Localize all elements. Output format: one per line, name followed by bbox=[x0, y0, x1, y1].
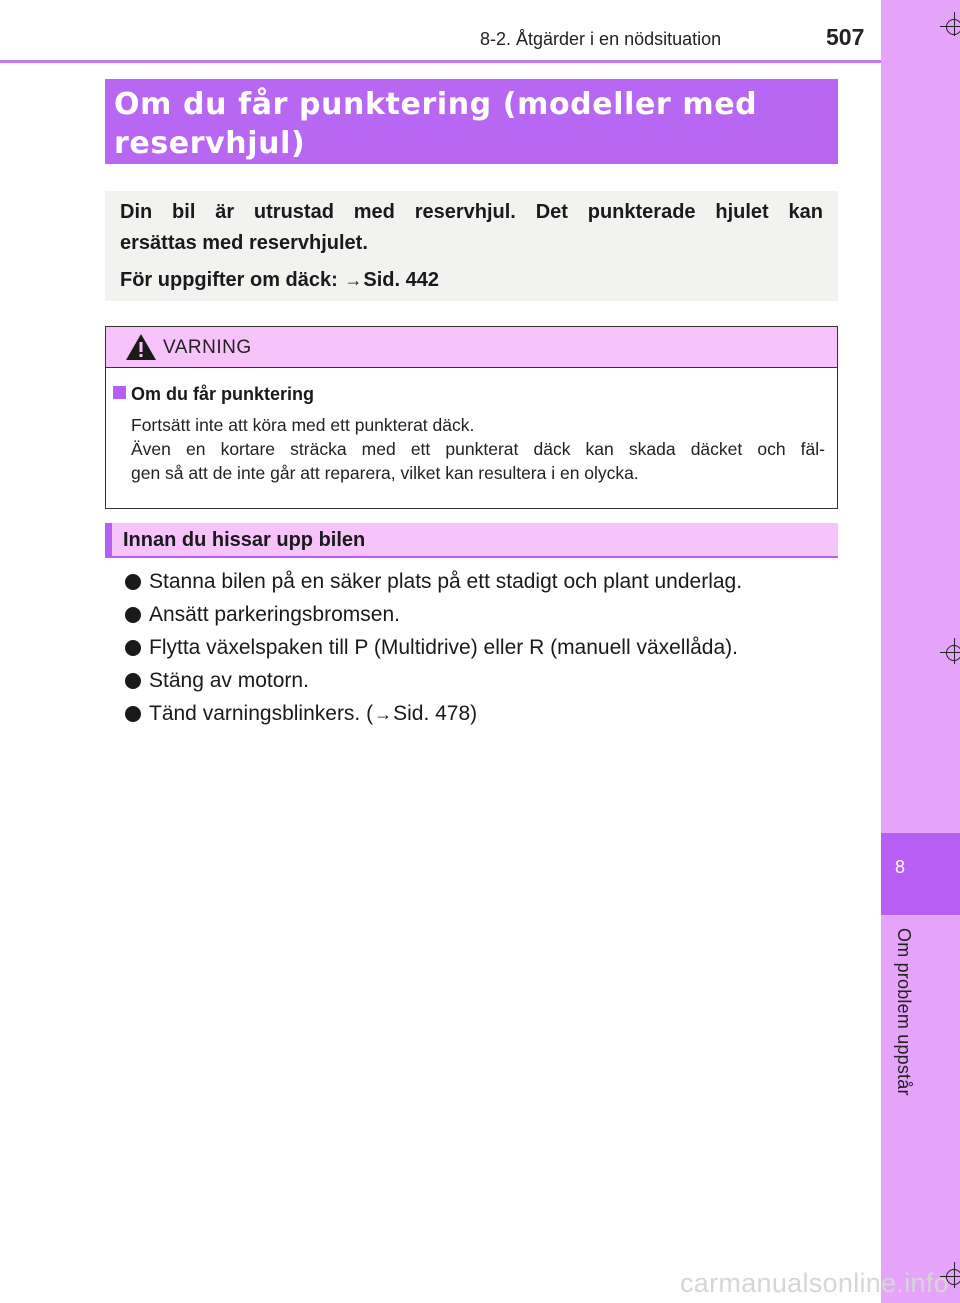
warning-label: VARNING bbox=[163, 337, 252, 358]
warning-subheading bbox=[113, 384, 314, 405]
list-item bbox=[125, 565, 845, 598]
chapter-label: Om problem uppstår bbox=[894, 928, 914, 1096]
filled-circle-icon bbox=[125, 607, 141, 623]
filled-circle-icon bbox=[125, 640, 141, 656]
page-title-line-2: reservhjul) bbox=[114, 126, 306, 161]
page-number: 507 bbox=[826, 24, 865, 50]
crop-mark bbox=[946, 645, 960, 661]
list-item-text-suffix: ) bbox=[470, 702, 478, 725]
list-item-text-prefix: Tänd varningsblinkers. ( bbox=[149, 702, 374, 725]
watermark: carmanualsonline.info bbox=[680, 1268, 949, 1298]
warning-body bbox=[131, 413, 825, 485]
chapter-number: 8 bbox=[894, 857, 905, 877]
right-arrow-icon: → bbox=[374, 704, 393, 724]
section-heading bbox=[105, 523, 838, 558]
list-item bbox=[125, 697, 845, 730]
filled-circle-icon bbox=[125, 673, 141, 689]
warning-triangle-icon bbox=[125, 333, 157, 366]
intro-reference-prefix: För uppgifter om däck: bbox=[120, 269, 338, 291]
crop-mark bbox=[946, 19, 960, 35]
warning-body-line: gen så att de inte går att reparera, vilket kan resultera i en olycka. bbox=[131, 463, 639, 483]
list-item-text: Flytta växelspaken till P (Multidrive) eller R (manuell växellåda). bbox=[149, 636, 738, 659]
filled-square-icon bbox=[113, 386, 126, 399]
warning-box bbox=[105, 326, 838, 509]
intro-line-1: Din bil är utrustad med reservhjul. Det punkterade hjulet kan bbox=[120, 201, 823, 223]
right-arrow-icon: → bbox=[344, 270, 363, 290]
list-item bbox=[125, 664, 845, 697]
section-heading-text: Innan du hissar upp bilen bbox=[123, 529, 366, 551]
list-item-text: Stanna bilen på en säker plats på ett stadigt och plant underlag. bbox=[149, 570, 743, 593]
page-title-banner bbox=[105, 79, 838, 164]
intro-line-2: ersättas med reservhjulet. bbox=[120, 232, 368, 254]
list-item-reference-link[interactable]: Sid. 478 bbox=[393, 702, 471, 725]
chapter-tab[interactable] bbox=[881, 833, 960, 915]
warning-header bbox=[106, 327, 837, 368]
warning-body-line: Fortsätt inte att köra med ett punkterat däck. bbox=[131, 415, 475, 435]
list-item bbox=[125, 598, 845, 631]
header-divider bbox=[0, 60, 881, 63]
list-item-text: Ansätt parkeringsbromsen. bbox=[149, 603, 400, 626]
filled-circle-icon bbox=[125, 574, 141, 590]
warning-subheading-text: Om du får punktering bbox=[131, 384, 315, 404]
page-title-line-1: Om du får punktering (modeller med bbox=[114, 87, 758, 122]
list-item-text: Stäng av motorn. bbox=[149, 669, 309, 692]
intro-reference-link[interactable]: Sid. 442 bbox=[363, 269, 439, 291]
list-item bbox=[125, 631, 845, 664]
warning-body-line: Även en kortare sträcka med ett punkterat däck kan skada däcket och fäl- bbox=[131, 439, 825, 459]
header-section-title: 8-2. Åtgärder i en nödsituation bbox=[480, 29, 722, 49]
intro-box bbox=[105, 191, 838, 301]
intro-reference bbox=[120, 265, 823, 296]
filled-circle-icon bbox=[125, 706, 141, 722]
instruction-list bbox=[125, 565, 845, 730]
